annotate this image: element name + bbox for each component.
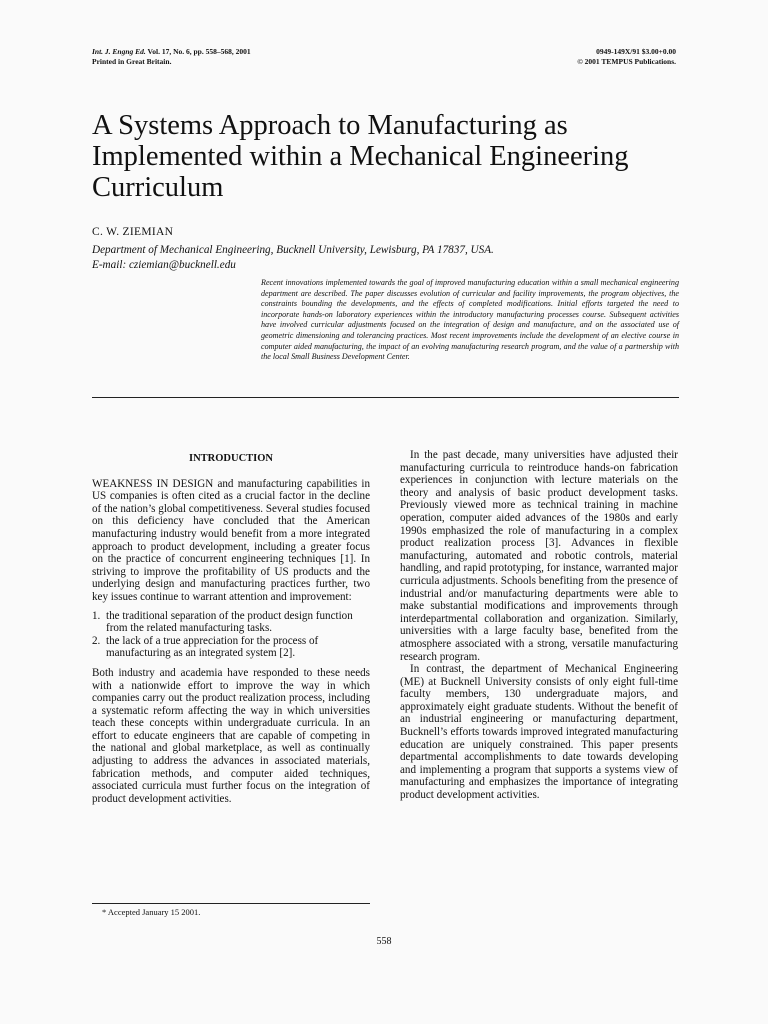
- affiliation: Department of Mechanical Engineering, Bucknell University, Lewisburg, PA 17837, USA.: [92, 244, 494, 256]
- journal-header-right: [577, 47, 676, 67]
- abstract: Recent innovations implemented towards the goal of improved manufacturing education within a small mechanical engineering department are described. The paper discusses evolution of curricular and facility improvements, the program objectives, the constraints bounding the developments, and the effects of completed modifications. Initial efforts targeted the need to incorporate hands-on laboratory experiences within the introductory manufacturing processes course. Subsequent activities have involved curricular adjustments focused on the integration of design and manufacture, and on the associated use of geometric dimensioning and tolerancing practices. Most recent improvements include the development of an elective course in computer aided manufacturing, the impact of an evolving manufacturing research program, and the value of a partnership with the local Small Business Development Center.: [261, 278, 679, 362]
- journal-name: Int. J. Engng Ed.: [92, 47, 146, 56]
- list-item-number: 1.: [92, 609, 101, 622]
- list-item-text: the traditional separation of the product design function from the related manufacturing tasks.: [106, 609, 353, 635]
- intro-paragraph-3: In the past decade, many universities have adjusted their manufacturing curricula to reintroduce hands-on fabrication experiences in conjunction with lecture materials on the theory and analysis of basic product development tasks. Previously viewed more as technical training in machine operation, computer aided advances of the 1980s and early 1990s emphasized the role of manufacturing in a complex product realization process [3]. Advances in flexible manufacturing, automated and robotic controls, material handling, and rapid prototyping, for instance, warranted major curricula adjustments. Schools benefiting from the presence of industrial and/or manufacturing departments were able to make substantial modifications and improvements through interdepartmental collaboration and organization. Similarly, universities with a large faculty base, benefited from the atmosphere associated with a strong, versatile manufacturing research program.: [400, 449, 678, 663]
- intro-paragraph-4: In contrast, the department of Mechanical Engineering (ME) at Bucknell University consists of only eight full-time faculty members, 130 undergraduate majors, and approximately eight graduate students. Without the benefit of an industrial engineering or manufacturing department, Bucknell’s efforts towards improved integrated manufacturing education are uniquely constrained. This paper presents departmental accomplishments to date towards developing and implementing a program that supports a systems view of manufacturing and emphasizes the importance of integrating product development activities.: [400, 663, 678, 802]
- journal-citation: Vol. 17, No. 6, pp. 558–568, 2001: [147, 47, 251, 56]
- copyright-note: © 2001 TEMPUS Publications.: [577, 57, 676, 66]
- intro-paragraph-1: WEAKNESS IN DESIGN and manufacturing capabilities in US companies is often cited as a crucial factor in the decline of the nation’s global competitiveness. Several studies focused on this deficiency have concluded that the American manufacturing industry would benefit from a more integrated approach to product development, including a greater focus on the practice of concurrent engineering techniques [1]. In striving to improve the profitability of US products and the underlying design and manufacturing practices further, two key issues continue to warrant attention and improvement:: [92, 477, 370, 603]
- list-item: [92, 635, 370, 660]
- price-code: 0949-149X/91 $3.00+0.00: [596, 47, 676, 56]
- issues-list: [92, 610, 370, 660]
- footnote-divider: [92, 903, 370, 904]
- author-email: E-mail: cziemian@bucknell.edu: [92, 259, 236, 271]
- paper-title: A Systems Approach to Manufacturing as Implemented within a Mechanical Engineering Curriculum: [92, 110, 629, 203]
- abstract-divider: [92, 397, 679, 398]
- footnote: * Accepted January 15 2001.: [102, 907, 201, 917]
- left-column: [92, 449, 370, 805]
- author-affiliation-block: [92, 243, 494, 273]
- right-column: [400, 449, 678, 802]
- page-number: 558: [376, 936, 392, 947]
- list-item-text: the lack of a true appreciation for the process of manufacturing as an integrated system [2].: [106, 634, 319, 660]
- intro-paragraph-2: Both industry and academia have responded to these needs with a nationwide effort to improve the way in which companies carry out the product realization process, including a systematic reform affecting the way in which universities teach these concepts within undergraduate curricula. In an effort to educate engineers that are capable of competing in the national and global marketplace, as well as continually adjusting to address the advances in associated materials, fabrication methods, and computer aided techniques, associated curricula must further focus on the integration of product development activities.: [92, 666, 370, 805]
- printed-note: Printed in Great Britain.: [92, 57, 172, 66]
- journal-header-left: [92, 47, 251, 67]
- author-name: C. W. ZIEMIAN: [92, 226, 174, 238]
- list-item-number: 2.: [92, 634, 101, 647]
- section-heading-introduction: INTRODUCTION: [188, 453, 273, 464]
- list-item: [92, 610, 370, 635]
